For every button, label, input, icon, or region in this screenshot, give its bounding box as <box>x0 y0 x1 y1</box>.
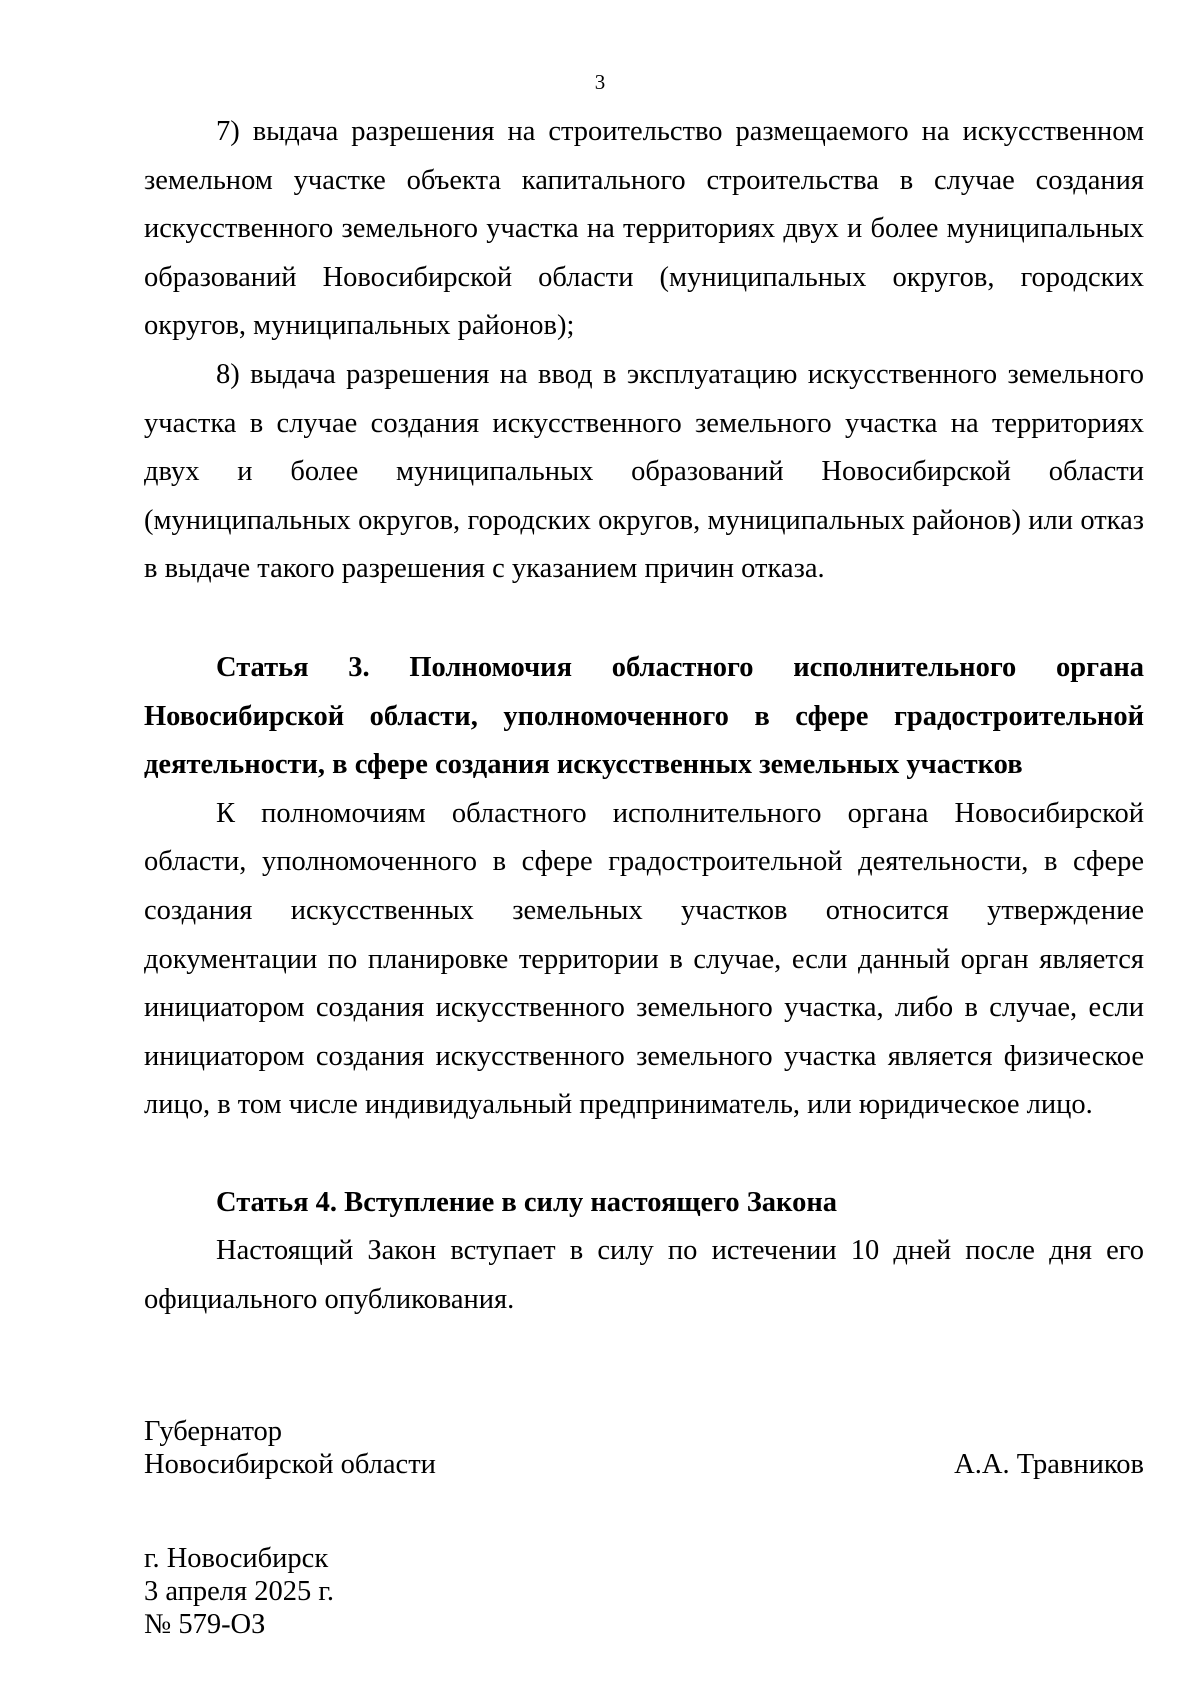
document-body <box>144 108 1144 1325</box>
document-number: № 579-ОЗ <box>144 1609 266 1640</box>
signatory-name: А.А. Травников <box>954 1449 1144 1480</box>
page-number: 3 <box>594 70 606 94</box>
signatory-title-line2: Новосибирской области <box>144 1449 436 1480</box>
article-3-heading: Статья 3. Полномочия областного исполнительного органа Новосибирской области, уполномоченного в сфере градостроительной деятельности, в сфере создания искусственных земельных участков <box>144 651 1144 781</box>
article-4-heading: Статья 4. Вступление в силу настоящего Закона <box>216 1186 837 1218</box>
place-of-signing: г. Новосибирск <box>144 1543 329 1574</box>
list-item-8: 8) выдача разрешения на ввод в эксплуатацию искусственного земельного участка в случае создания искусственного земельного участка на территориях двух и более муниципальных образований Новосибирской области (муниципальных округов, городских округов, муниципальных районов) или отказ в выдаче такого разрешения с указанием причин отказа. <box>144 358 1144 585</box>
document-footer <box>144 1542 334 1641</box>
signatory-title-line1: Губернатор <box>144 1416 283 1447</box>
document-date: 3 апреля 2025 г. <box>144 1576 334 1607</box>
list-item-7: 7) выдача разрешения на строительство размещаемого на искусственном земельном участке объекта капитального строительства в случае создания искусственного земельного участка на территориях двух и более муниципальных образований Новосибирской области (муниципальных округов, городских округов, муниципальных районов); <box>144 116 1144 342</box>
article-4-text: Настоящий Закон вступает в силу по истечении 10 дней после дня его официального опубликования. <box>144 1235 1144 1316</box>
article-3-text: К полномочиям областного исполнительного органа Новосибирской области, уполномоченного в сфере градостроительной деятельности, в сфере создания искусственных земельных участков относится утверждение документации по планировке территории в случае, если данный орган является инициатором создания искусственного земельного участка, либо в случае, если инициатором создания искусственного земельного участка является физическое лицо, в том числе индивидуальный предприниматель, или юридическое лицо. <box>144 797 1144 1121</box>
signature-block <box>144 1415 1144 1481</box>
